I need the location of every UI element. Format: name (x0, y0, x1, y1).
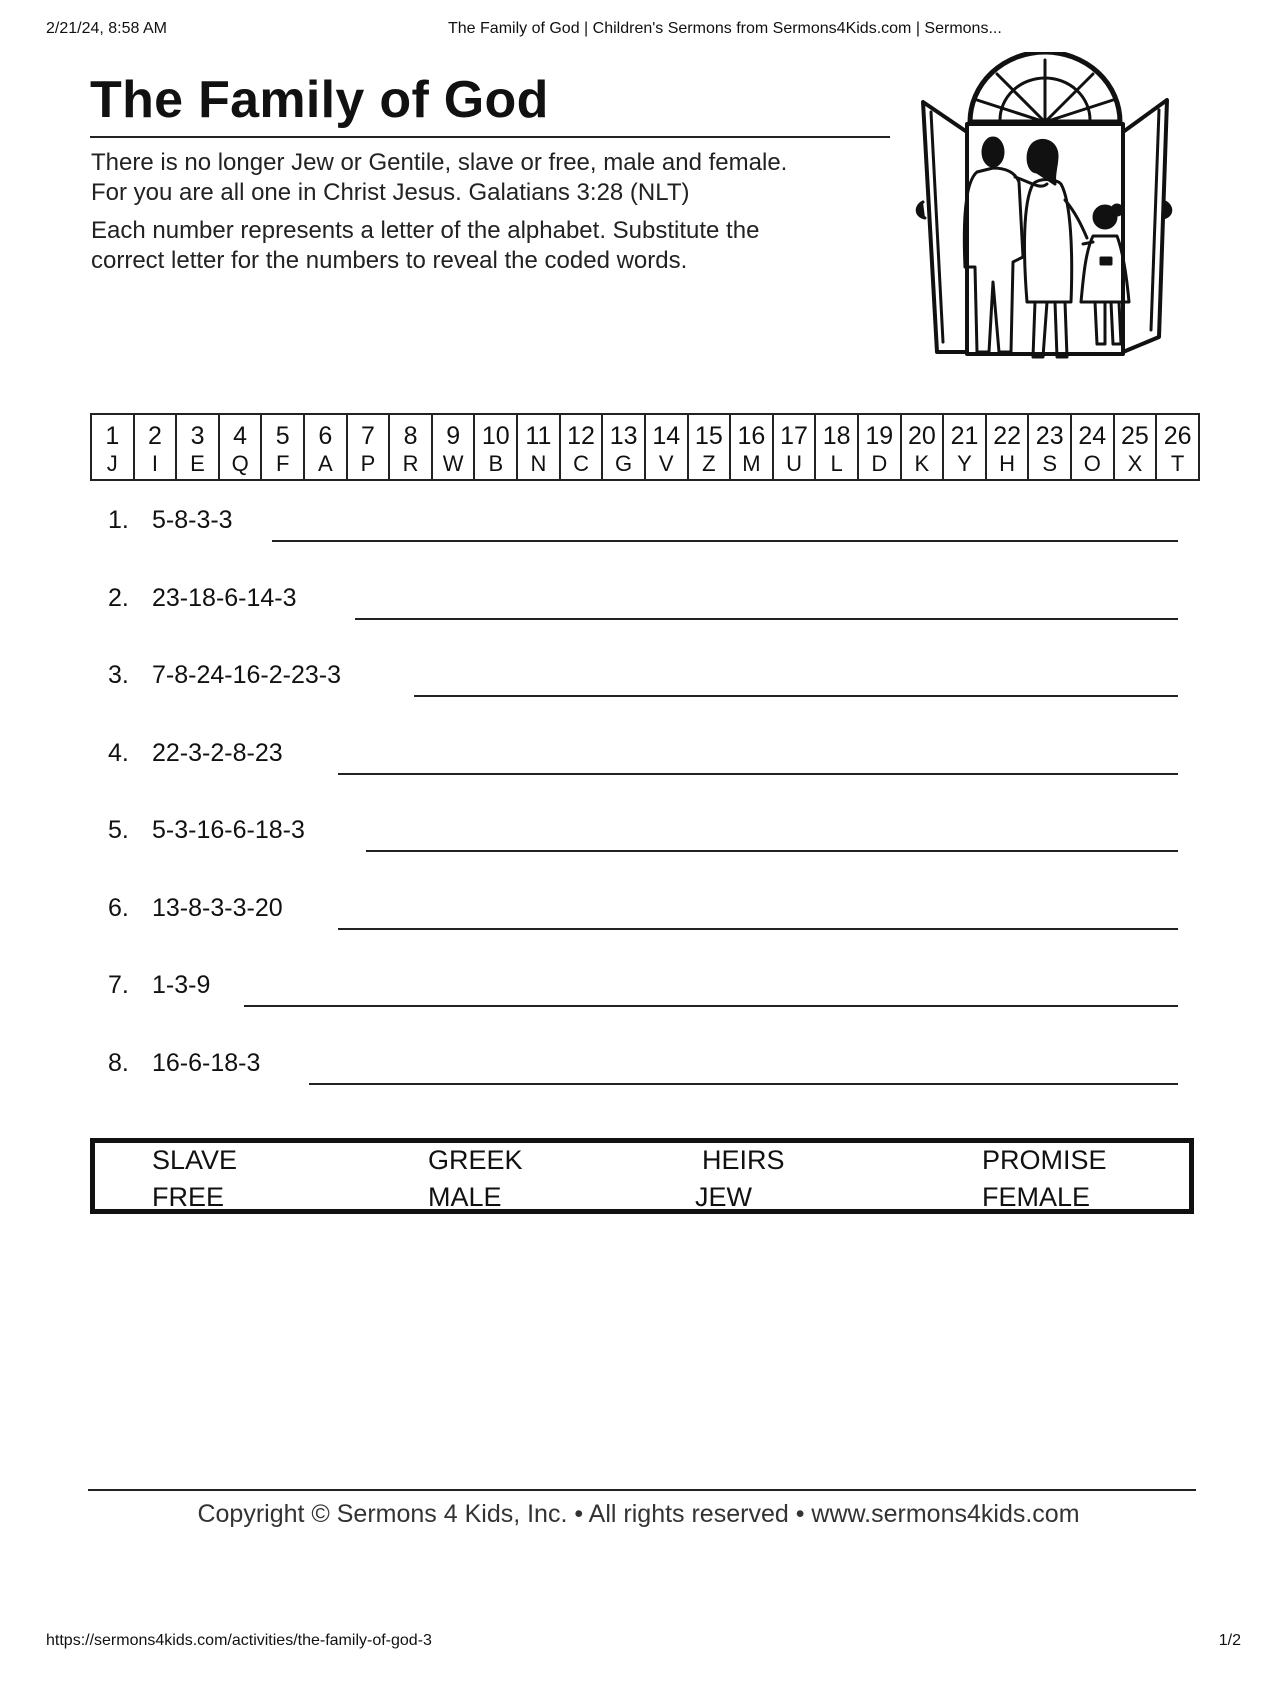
print-date-time: 2/21/24, 8:58 AM (46, 20, 167, 37)
cipher-letter: D (858, 451, 901, 480)
cipher-letter: K (901, 451, 944, 480)
cipher-letter: W (432, 451, 475, 480)
answer-line[interactable] (414, 695, 1178, 697)
cipher-number: 21 (943, 414, 986, 451)
cipher-letter: P (347, 451, 390, 480)
puzzle-number: 4. (108, 738, 129, 767)
cipher-letter: B (474, 451, 517, 480)
worksheet-title: The Family of God (90, 71, 549, 129)
puzzle-code: 16-6-18-3 (152, 1048, 261, 1077)
puzzle-number: 8. (108, 1048, 129, 1077)
cipher-number: 19 (858, 414, 901, 451)
cipher-number: 11 (517, 414, 560, 451)
cipher-letter: T (1156, 451, 1199, 480)
cipher-number: 22 (986, 414, 1029, 451)
cipher-letter: G (602, 451, 645, 480)
cipher-letter: L (815, 451, 858, 480)
cipher-number: 10 (474, 414, 517, 451)
cipher-letter: Q (219, 451, 262, 480)
cipher-number: 24 (1071, 414, 1114, 451)
cipher-letter: M (730, 451, 773, 480)
cipher-number: 17 (773, 414, 816, 451)
cipher-number: 6 (304, 414, 347, 451)
cipher-letter: H (986, 451, 1029, 480)
answer-line[interactable] (272, 540, 1178, 542)
title-divider (90, 136, 890, 138)
puzzle-item (108, 733, 1178, 811)
puzzle-item (108, 500, 1178, 578)
cipher-letter: N (517, 451, 560, 480)
puzzle-code: 7-8-24-16-2-23-3 (152, 661, 341, 689)
word-bank (90, 1138, 1194, 1214)
puzzle-number: 6. (108, 893, 129, 922)
word-bank-word: GREEK (428, 1145, 523, 1175)
cipher-number: 3 (176, 414, 219, 451)
puzzle-item (108, 810, 1178, 888)
cipher-letter: C (560, 451, 603, 480)
word-bank-word: MALE (428, 1182, 502, 1212)
cipher-number: 20 (901, 414, 944, 451)
cipher-letter: O (1071, 451, 1114, 480)
answer-line[interactable] (338, 928, 1178, 930)
cipher-numbers-row (91, 414, 1199, 451)
copyright-text: Copyright © Sermons 4 Kids, Inc. • All rights reserved • www.sermons4kids.com (197, 1500, 1080, 1528)
verse-line-2: For you are all one in Christ Jesus. Galatians 3:28 (NLT) (91, 179, 690, 206)
cipher-key-table (90, 413, 1200, 481)
cipher-number: 7 (347, 414, 390, 451)
cipher-number: 16 (730, 414, 773, 451)
puzzle-number: 7. (108, 971, 129, 999)
word-bank-word: SLAVE (152, 1145, 238, 1175)
word-bank-word: JEW (695, 1182, 752, 1212)
cipher-number: 18 (815, 414, 858, 451)
answer-line[interactable] (355, 618, 1178, 620)
cipher-number: 25 (1114, 414, 1157, 451)
answer-line[interactable] (244, 1005, 1178, 1007)
family-at-open-doorway-illustration (915, 52, 1195, 382)
puzzle-item (108, 655, 1178, 733)
puzzle-item (108, 1043, 1178, 1121)
cipher-number: 13 (602, 414, 645, 451)
cipher-letter: I (134, 451, 177, 480)
instructions-text (91, 216, 759, 276)
cipher-letter: R (389, 451, 432, 480)
puzzle-number: 5. (108, 816, 129, 844)
puzzle-list (108, 500, 1178, 1120)
puzzle-item (108, 965, 1178, 1043)
cipher-letter: U (773, 451, 816, 480)
print-page-number: 1/2 (1218, 1632, 1241, 1649)
puzzle-code: 23-18-6-14-3 (152, 583, 297, 612)
cipher-letters-row (91, 451, 1199, 480)
footer-divider (88, 1489, 1196, 1491)
puzzle-code: 5-3-16-6-18-3 (152, 816, 305, 844)
instructions-line-1: Each number represents a letter of the alphabet. Substitute the (91, 217, 760, 244)
word-bank-word: FREE (152, 1182, 225, 1212)
cipher-number: 2 (134, 414, 177, 451)
verse-text (91, 148, 787, 208)
cipher-number: 12 (560, 414, 603, 451)
puzzle-code: 13-8-3-3-20 (152, 893, 283, 922)
cipher-letter: J (91, 451, 134, 480)
cipher-letter: S (1028, 451, 1071, 480)
cipher-number: 15 (688, 414, 731, 451)
cipher-number: 9 (432, 414, 475, 451)
cipher-letter: V (645, 451, 688, 480)
puzzle-code: 22-3-2-8-23 (152, 738, 283, 767)
verse-line-1: There is no longer Jew or Gentile, slave or free, male and female. (91, 149, 788, 176)
cipher-number: 1 (91, 414, 134, 451)
cipher-number: 4 (219, 414, 262, 451)
word-bank-word: FEMALE (982, 1182, 1091, 1212)
cipher-number: 5 (261, 414, 304, 451)
puzzle-code: 1-3-9 (152, 971, 211, 999)
answer-line[interactable] (366, 850, 1178, 852)
cipher-letter: A (304, 451, 347, 480)
puzzle-code: 5-8-3-3 (152, 506, 233, 534)
puzzle-number: 2. (108, 583, 129, 612)
puzzle-item (108, 578, 1178, 656)
cipher-letter: F (261, 451, 304, 480)
answer-line[interactable] (338, 773, 1178, 775)
cipher-letter: Z (688, 451, 731, 480)
cipher-letter: Y (943, 451, 986, 480)
word-bank-word: PROMISE (982, 1145, 1107, 1175)
instructions-line-2: correct letter for the numbers to reveal the coded words. (91, 247, 688, 274)
cipher-number: 8 (389, 414, 432, 451)
cipher-letter: X (1114, 451, 1157, 480)
cipher-number: 23 (1028, 414, 1071, 451)
print-url: https://sermons4kids.com/activities/the-family-of-god-3 (46, 1632, 432, 1649)
puzzle-item (108, 888, 1178, 966)
puzzle-number: 1. (108, 506, 129, 534)
puzzle-number: 3. (108, 661, 129, 689)
print-page-title: The Family of God | Children's Sermons from Sermons4Kids.com | Sermons... (448, 20, 1002, 37)
cipher-letter: E (176, 451, 219, 480)
word-bank-word: HEIRS (702, 1145, 785, 1175)
answer-line[interactable] (309, 1083, 1178, 1085)
cipher-number: 14 (645, 414, 688, 451)
cipher-number: 26 (1156, 414, 1199, 451)
